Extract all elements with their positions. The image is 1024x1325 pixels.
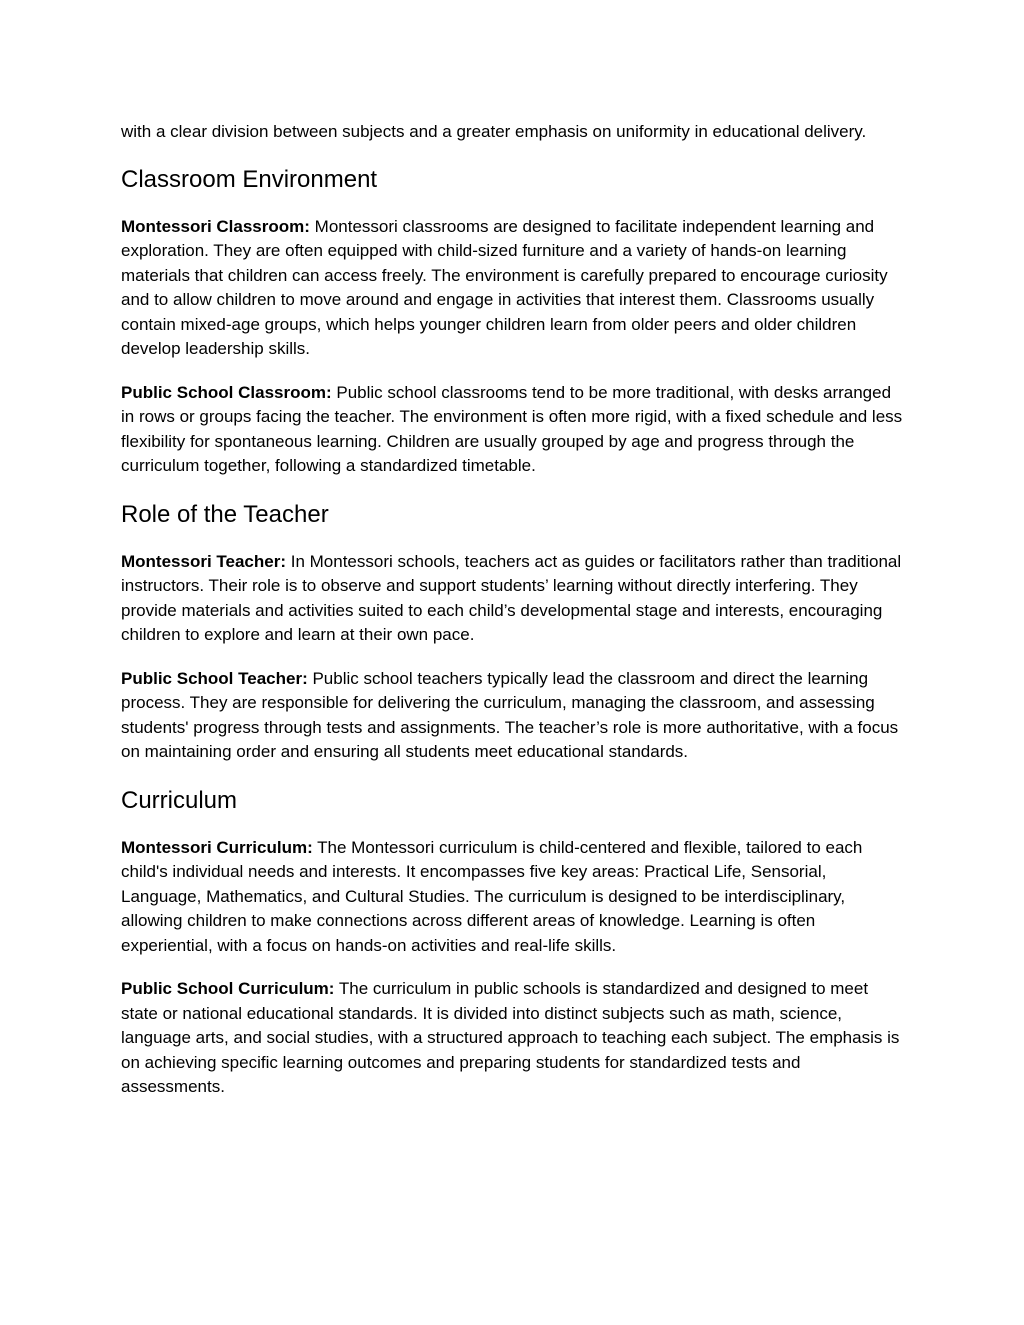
paragraph-label: Montessori Teacher:	[121, 551, 287, 571]
paragraph-text: The curriculum in public schools is standardized and designed to meet state or national educational standards. It is divided into distinct subjects such as math, science, language arts, and social studies, with a structured approach to teaching each subject. The emphasis is on achieving specific learning outcomes and preparing students for standardized tests and assessments.	[121, 979, 900, 1096]
paragraph-text: Public school teachers typically lead the classroom and direct the learning process. They are responsible for delivering the curriculum, managing the classroom, and assessing students' progress through tests and assignments. The teacher’s role is more authoritative, with a focus on maintaining order and ensuring all students meet educational standards.	[121, 668, 899, 761]
paragraph-text: The Montessori curriculum is child-centered and flexible, tailored to each child's individual needs and interests. It encompasses five key areas: Practical Life, Sensorial, Language, Mathematics, and Cultural Studies. The curriculum is designed to be interdisciplinary, allowing children to make connections across different areas of knowledge. Learning is often experiential, with a focus on hands-on activities and real-life skills.	[121, 837, 863, 955]
intro-paragraph: with a clear division between subjects and a greater emphasis on uniformity in educational delivery.	[121, 122, 867, 141]
paragraph-text: Public school classrooms tend to be more traditional, with desks arranged in rows or groups facing the teacher. The environment is often more rigid, with a fixed schedule and less flexibility for spontaneous learning. Children are usually grouped by age and progress through the curriculum together, following a standardized timetable.	[121, 382, 903, 475]
paragraph-label: Public School Curriculum:	[121, 979, 335, 998]
paragraph-text: In Montessori schools, teachers act as guides or facilitators rather than traditional instructors. Their role is to observe and support students’ learning without directly interfering. They provide materials and activities suited to each child’s developmental stage and interests, encouraging children to explore and learn at their own pace.	[121, 551, 902, 644]
paragraph-label: Public School Teacher:	[121, 668, 308, 688]
paragraph-label: Montessori Classroom:	[121, 216, 310, 236]
section-heading-classroom-environment: Classroom Environment	[121, 165, 378, 193]
section-heading-curriculum: Curriculum	[121, 786, 238, 814]
paragraph-montessori-teacher	[121, 550, 907, 648]
paragraph-public-school-teacher	[121, 667, 907, 765]
paragraph-text: Montessori classrooms are designed to facilitate independent learning and exploration. They are often equipped with child-sized furniture and a variety of hands-on learning materials that children can access freely. The environment is carefully prepared to encourage curiosity and to allow children to move around and engage in activities that interest them. Classrooms usually contain mixed-age groups, which helps younger children learn from older peers and older children develop leadership skills.	[121, 216, 888, 358]
paragraph-montessori-curriculum	[121, 836, 907, 959]
paragraph-public-school-curriculum	[121, 977, 907, 1100]
paragraph-montessori-classroom	[121, 215, 907, 362]
document-page	[121, 120, 907, 1100]
section-heading-role-of-the-teacher: Role of the Teacher	[121, 500, 329, 528]
paragraph-label: Montessori Curriculum:	[121, 837, 313, 857]
paragraph-label: Public School Classroom:	[121, 382, 332, 402]
paragraph-public-school-classroom	[121, 381, 907, 479]
